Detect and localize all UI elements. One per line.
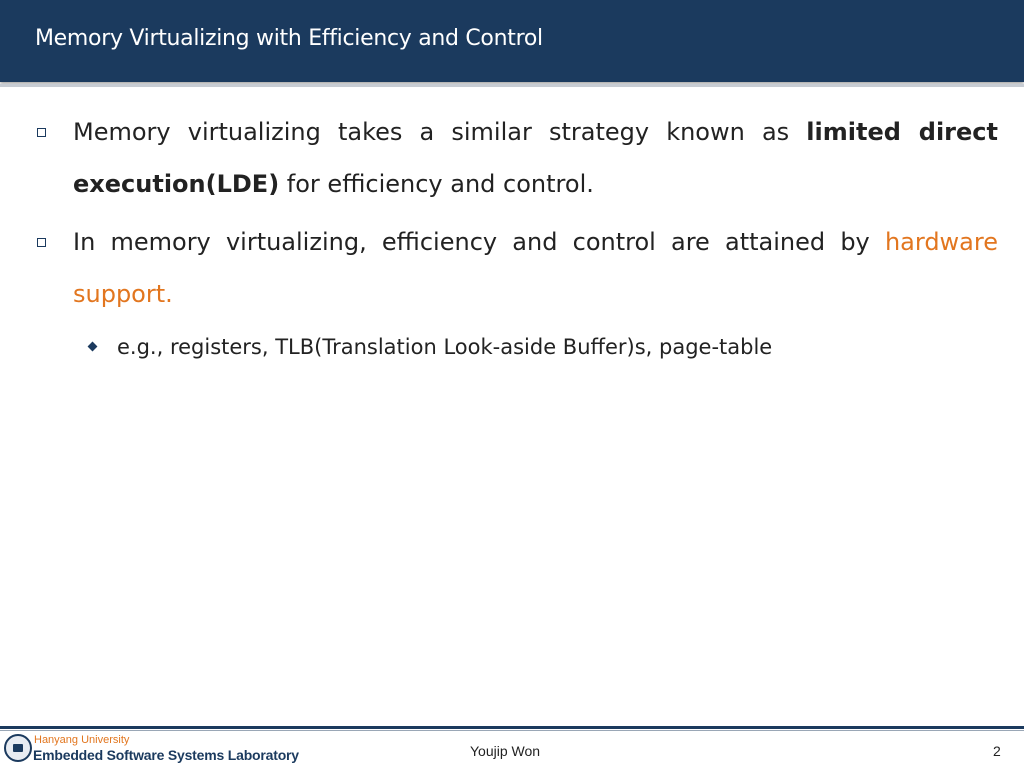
slide-header (0, 0, 1024, 82)
header-divider (0, 84, 1024, 87)
sub-bullet-text: e.g., registers, TLB(Translation Look-aside Buffer)s, page-table (117, 335, 773, 359)
bullet-2-text-start: In memory virtualizing, efficiency and control are attained by (73, 228, 885, 256)
square-bullet-icon (37, 128, 46, 137)
square-bullet-icon (37, 238, 46, 247)
slide-title: Memory Virtualizing with Efficiency and Control (35, 26, 543, 51)
diamond-bullet-icon (88, 342, 98, 352)
lab-name: Embedded Software Systems Laboratory (33, 747, 299, 763)
author-name: Youjip Won (470, 743, 541, 759)
bullet-1-text-start: Memory virtualizing takes a similar strategy known as (73, 118, 807, 146)
footer-divider (0, 726, 1024, 729)
university-logo-icon (4, 734, 32, 762)
bullet-1-text (73, 106, 998, 210)
bullet-2-highlight: hardware support. (73, 228, 998, 308)
university-name: Hanyang University (34, 734, 130, 746)
footer-divider-thin (0, 730, 1024, 731)
bullet-2-text (73, 216, 998, 320)
page-number: 2 (993, 743, 1001, 759)
bullet-1-text-end: for efficiency and control. (279, 170, 594, 198)
bullet-1-bold-term: limited direct execution(LDE) (73, 118, 998, 198)
